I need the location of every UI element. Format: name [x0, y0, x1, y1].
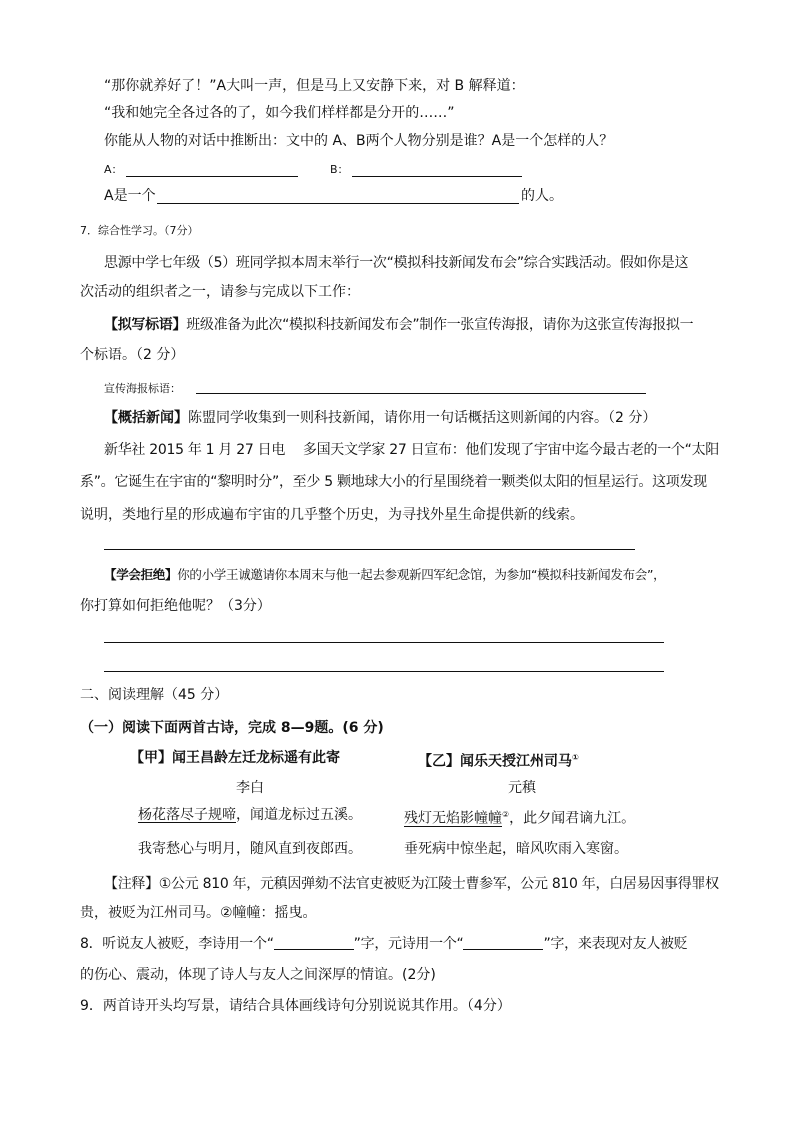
q8-line-2: 的伤心、震动，体现了诗人与友人之间深厚的情谊。(2分)	[80, 967, 436, 983]
refuse-text-2: 你打算如何拒绝他呢？（3分）	[80, 598, 271, 614]
poem-a-underlined-phrase: 杨花落尽子规啼	[138, 807, 236, 823]
poem-b-line-1-note: ②	[502, 810, 510, 819]
q8-blank-2[interactable]	[463, 937, 543, 950]
refuse-answer-blank-2[interactable]	[104, 671, 664, 672]
poem-b-title-note: ①	[572, 753, 579, 762]
slogan-tag: 【拟写标语】	[104, 317, 187, 333]
refuse-text: 你的小学王诚邀请你本周末与他一起去参观新四军纪念馆，为参加“模拟科技新闻发布会”，	[177, 567, 666, 582]
poem-b-line-1-rest: ，此夕闻君谪九江。	[509, 810, 636, 827]
answer-b-label: B：	[330, 163, 349, 176]
q7-title: 7．综合性学习。（7分）	[80, 224, 199, 237]
slogan-text-2: 个标语。（2 分）	[80, 347, 185, 363]
notes-line-2: 贵，被贬为江州司马。②幢幢：摇曳。	[80, 905, 317, 921]
news-line-1: 新华社 2015 年 1 月 27 日电 多国天文学家 27 日宣布：他们发现了宇宙中迄今最古老的一个“太阳	[104, 442, 719, 458]
q7-intro-2: 次活动的组织者之一，请参与完成以下工作：	[80, 284, 360, 300]
summary-answer-blank[interactable]	[104, 549, 635, 550]
poem-a-line-1-rest: ，闻道龙标过五溪。	[236, 807, 362, 823]
slogan-task	[104, 316, 693, 334]
poem-a-title: 【甲】闻王昌龄左迁龙标遥有此寄	[130, 750, 340, 766]
q7-intro-1: 思源中学七年级（5）班同学拟本周末举行一次“模拟科技新闻发布会”综合实践活动。假如你是这	[104, 255, 689, 271]
answer-b-blank[interactable]	[352, 176, 522, 177]
poem-b-title-text: 【乙】闻乐天授江州司马	[418, 753, 572, 770]
slogan-label: 宣传海报标语：	[104, 382, 181, 395]
q8-line-1	[80, 935, 687, 953]
summary-text: 陈盟同学收集到一则科技新闻，请你用一句话概括这则新闻的内容。（2 分）	[188, 410, 657, 426]
poem-b-line-2: 垂死病中惊坐起，暗风吹雨入寒窗。	[404, 841, 628, 857]
dialogue-question: 你能从人物的对话中推断出：文中的 A、B两个人物分别是谁？A是一个怎样的人？	[104, 133, 614, 149]
notes-line-1: 【注释】①公元 810 年，元稹因弹劾不法官吏被贬为江陵士曹参军，公元 810 年，白居易因事得罪权	[104, 876, 719, 892]
poem-b-title	[418, 749, 579, 771]
slogan-text-1: 班级准备为此次“模拟科技新闻发布会”制作一张宣传海报，请你为这张宣传海报拟一	[186, 317, 694, 333]
answer-a-is-suffix: 的人。	[521, 188, 563, 204]
q8-blank-1[interactable]	[274, 937, 354, 950]
poem-b-underlined-phrase: 残灯无焰影幢幢	[404, 810, 502, 827]
poem-a-author: 李白	[236, 780, 264, 796]
news-line-3: 说明，类地行星的形成遍布宇宙的几乎整个历史，为寻找外星生命提供新的线索。	[80, 507, 584, 523]
dialogue-line-2: “我和她完全各过各的了，如今我们样样都是分开的……”	[104, 105, 455, 121]
refuse-answer-blank-1[interactable]	[104, 642, 664, 643]
section-2-title: 二、阅读理解（45 分）	[80, 687, 229, 703]
dialogue-line-1: “那你就养好了！”A大叫一声，但是马上又安静下来，对 B 解释道：	[104, 78, 525, 94]
answer-a-blank[interactable]	[126, 176, 298, 177]
poem-a-line-2: 我寄愁心与明月，随风直到夜郎西。	[138, 841, 362, 857]
poem-a-line-1	[138, 806, 362, 824]
summary-tag: 【概括新闻】	[104, 410, 188, 426]
summary-task	[104, 409, 656, 427]
part-1-instruction: （一）阅读下面两首古诗，完成 8—9题。(6 分)	[80, 720, 384, 736]
q8-part-3: ”字，来表现对友人被贬	[543, 936, 688, 952]
refuse-tag: 【学会拒绝】	[104, 567, 178, 582]
q8-part-2: ”字，元诗用一个“	[353, 936, 464, 952]
q8-part-1: 8．听说友人被贬，李诗用一个“	[80, 936, 274, 952]
slogan-answer-blank[interactable]	[196, 393, 646, 394]
poem-b-line-1	[404, 806, 635, 828]
poem-b-author: 元稹	[508, 780, 536, 796]
q9-text: 9．两首诗开头均写景，请结合具体画线诗句分别说说其作用。（4分）	[80, 998, 511, 1014]
answer-a-is-prefix: A是一个	[104, 188, 156, 204]
news-line-2: 系”。它诞生在宇宙的“黎明时分”，至少 5 颗地球大小的行星围绕着一颗类似太阳的恒星运行。这项发现	[80, 474, 707, 490]
answer-a-label: A：	[104, 163, 123, 176]
answer-a-is-blank[interactable]	[157, 203, 519, 204]
refuse-task	[104, 566, 665, 584]
